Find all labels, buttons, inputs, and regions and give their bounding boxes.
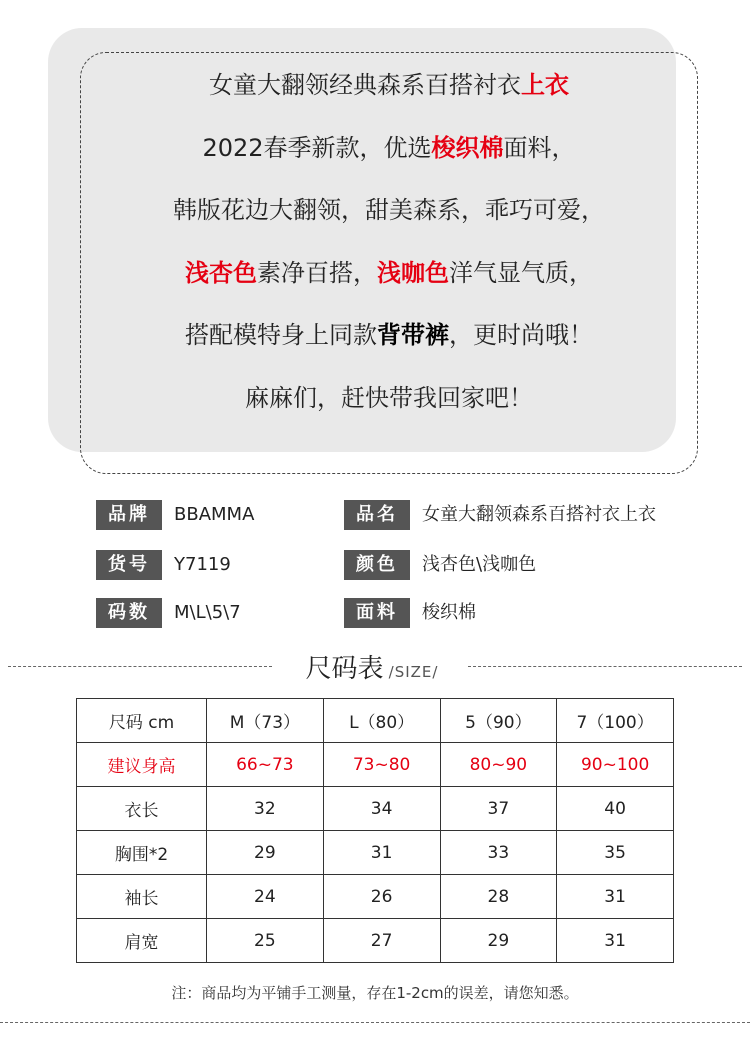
intro-line	[80, 256, 698, 290]
table-cell: 35	[557, 831, 674, 875]
table-cell: 29	[207, 831, 324, 875]
info-value: M\L\5\7	[174, 602, 241, 623]
info-label: 面料	[344, 598, 410, 628]
table-cell: 衣长	[77, 787, 207, 831]
table-cell: 90~100	[557, 743, 674, 787]
info-value: BBAMMA	[174, 504, 255, 525]
intro-line	[80, 68, 698, 102]
intro-highlight: 梭织棉	[431, 133, 504, 162]
table-cell: 31	[323, 831, 440, 875]
table-cell: 袖长	[77, 875, 207, 919]
divider-left	[8, 666, 272, 667]
table-cell: 37	[440, 787, 557, 831]
table-header-cell: L（80）	[323, 699, 440, 743]
info-label: 颜色	[344, 550, 410, 580]
table-row	[77, 875, 674, 919]
size-heading	[284, 648, 460, 685]
info-value: 女童大翻领森系百搭衬衣上衣	[422, 504, 656, 525]
info-value: 梭织棉	[422, 602, 476, 623]
table-cell: 32	[207, 787, 324, 831]
info-row	[344, 550, 684, 580]
measurement-note: 注：商品均为平铺手工测量，存在1-2cm的误差，请您知悉。	[171, 984, 579, 1002]
intro-highlight: 上衣	[521, 71, 569, 99]
info-label: 货号	[96, 550, 162, 580]
table-header-cell: M（73）	[207, 699, 324, 743]
table-cell: 31	[557, 919, 674, 963]
intro-text-segment: 素净百搭，	[257, 258, 377, 287]
intro-text	[80, 62, 698, 462]
table-header-row	[77, 699, 674, 743]
info-label: 码数	[96, 598, 162, 628]
table-row	[77, 831, 674, 875]
intro-text-segment: 搭配模特身上同款	[185, 321, 377, 349]
intro-text-segment: 女童大翻领经典森系百搭衬衣	[209, 71, 521, 99]
info-label: 品名	[344, 500, 410, 530]
table-cell: 31	[557, 875, 674, 919]
table-cell: 肩宽	[77, 919, 207, 963]
intro-text-segment: ，更时尚哦！	[449, 321, 593, 349]
table-row	[77, 743, 674, 787]
intro-text-segment: 洋气显气质，	[449, 258, 593, 287]
table-cell: 33	[440, 831, 557, 875]
size-table	[76, 698, 674, 963]
table-cell: 27	[323, 919, 440, 963]
divider-bottom	[0, 1022, 750, 1023]
table-cell: 66~73	[207, 743, 324, 787]
table-cell: 29	[440, 919, 557, 963]
table-cell: 26	[323, 875, 440, 919]
intro-line	[80, 318, 698, 352]
info-row	[344, 598, 684, 628]
intro-text-segment: 麻麻们，赶快带我回家吧！	[245, 383, 533, 412]
info-value: Y7119	[174, 554, 231, 575]
table-cell: 25	[207, 919, 324, 963]
intro-text-segment: 面料，	[503, 133, 576, 162]
table-header-cell: 5（90）	[440, 699, 557, 743]
table-header-cell: 7（100）	[557, 699, 674, 743]
intro-text-segment: 韩版花边大翻领，甜美森系，乖巧可爱，	[173, 196, 605, 224]
intro-line	[80, 193, 698, 227]
intro-text-segment: 2022春季新款，优选	[202, 133, 432, 162]
table-row	[77, 919, 674, 963]
intro-highlight: 浅咖色	[377, 258, 449, 287]
table-cell: 40	[557, 787, 674, 831]
intro-highlight: 浅杏色	[185, 258, 257, 287]
table-row	[77, 787, 674, 831]
intro-line	[80, 381, 698, 415]
info-value: 浅杏色\浅咖色	[422, 554, 537, 575]
info-label: 品牌	[96, 500, 162, 530]
info-row	[344, 500, 684, 530]
divider-right	[468, 666, 742, 667]
intro-line	[80, 131, 698, 165]
table-cell: 80~90	[440, 743, 557, 787]
table-header-cell: 尺码 cm	[77, 699, 207, 743]
size-subtitle: /SIZE/	[388, 663, 439, 681]
table-cell: 28	[440, 875, 557, 919]
table-cell: 34	[323, 787, 440, 831]
intro-highlight: 背带裤	[377, 321, 449, 349]
table-cell: 73~80	[323, 743, 440, 787]
table-cell: 24	[207, 875, 324, 919]
table-cell: 建议身高	[77, 743, 207, 787]
table-cell: 胸围*2	[77, 831, 207, 875]
size-title: 尺码表	[305, 654, 384, 684]
